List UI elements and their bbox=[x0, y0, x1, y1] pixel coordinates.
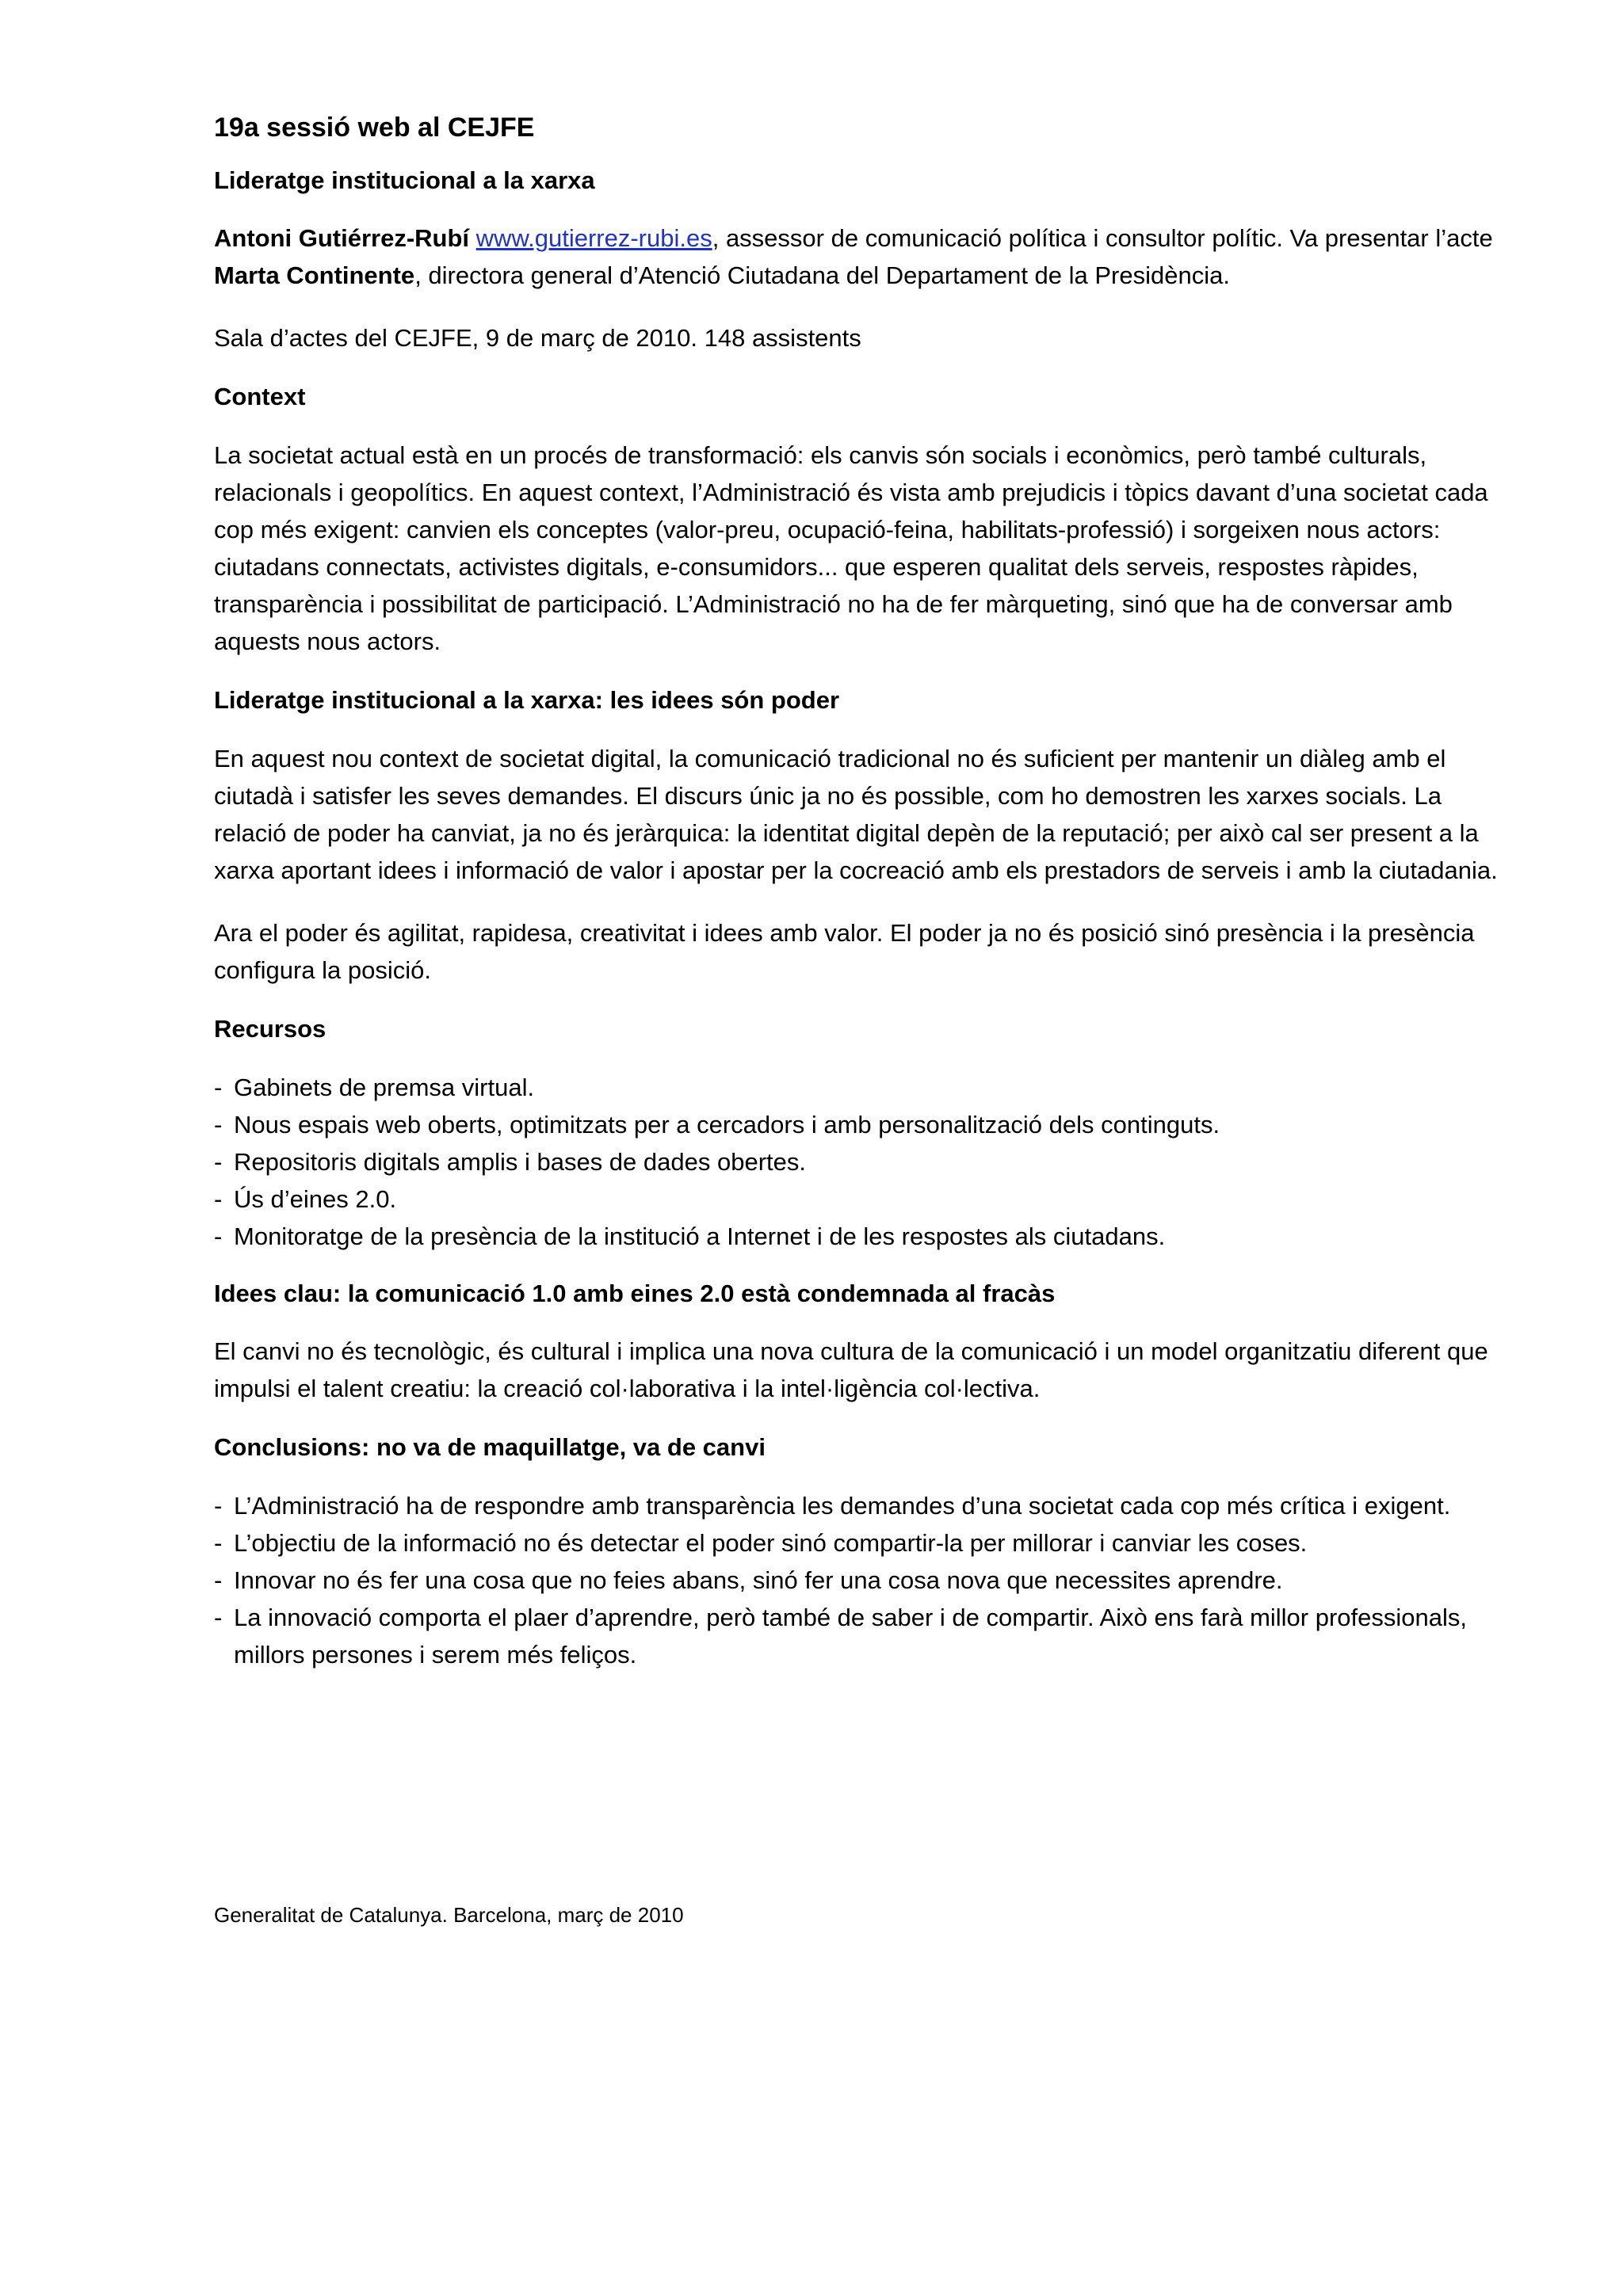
list-item-text: La innovació comporta el plaer d’aprendre, però també de saber i de compartir. Això ens farà millor professionals, millors persones i serem més feliços. bbox=[234, 1604, 1467, 1669]
dash-marker: - bbox=[214, 1147, 223, 1176]
dash-marker: - bbox=[214, 1492, 223, 1520]
document-title: 19a sessió web al CEJFE bbox=[214, 113, 535, 143]
list-item bbox=[214, 1106, 1506, 1143]
conclusions-heading: Conclusions: no va de maquillatge, va de canvi bbox=[214, 1433, 766, 1462]
list-item bbox=[214, 1562, 1506, 1599]
recursos-list bbox=[214, 1069, 1506, 1255]
dash-marker: - bbox=[214, 1073, 223, 1101]
intro-text-1: , assessor de comunicació política i consultor polític. Va presentar l’acte bbox=[712, 224, 1493, 253]
idees-paragraph: El canvi no és tecnològic, és cultural i implica una nova cultura de la comunicació i un model organitzatiu diferent que impulsi el talent creatiu: la creació col·laborativa i la intel·ligència col·lectiva. bbox=[214, 1337, 1488, 1403]
conclusions-list bbox=[214, 1487, 1506, 1673]
lideratge-paragraph-1: En aquest nou context de societat digital, la comunicació tradicional no és suficient per mantenir un diàleg amb el ciutadà i satisfer les seves demandes. El discurs únic ja no és possible, com ho demostren les xarxes socials. La relació de poder ha canviat, ja no és jeràrquica: la identitat digital depèn de la reputació; per això cal ser present a la xarxa aportant idees i informació de valor i apostar per la cocreació amb els prestadors de serveis i amb la ciutadania. bbox=[214, 744, 1498, 884]
lideratge-heading: Lideratge institucional a la xarxa: les idees són poder bbox=[214, 686, 840, 714]
dash-marker: - bbox=[214, 1529, 223, 1557]
list-item bbox=[214, 1599, 1506, 1673]
speaker-website-link[interactable]: www.gutierrez-rubi.es bbox=[475, 224, 712, 253]
document-body bbox=[214, 111, 1506, 1697]
list-item-text: L’objectiu de la informació no és detectar el poder sinó compartir-la per millorar i canviar les coses. bbox=[234, 1529, 1308, 1557]
list-item bbox=[214, 1487, 1506, 1524]
list-item-text: Repositoris digitals amplis i bases de dades obertes. bbox=[234, 1147, 806, 1176]
dash-marker: - bbox=[214, 1222, 223, 1250]
context-paragraph: La societat actual està en un procés de transformació: els canvis són socials i econòmics, però també culturals, relacionals i geopolítics. En aquest context, l’Administració és vista amb prejudicis i tòpics davant d’una societat cada cop més exigent: canvien els conceptes (valor-preu, ocupació-feina, habilitats-professió) i sorgeixen nous actors: ciutadans connectats, activistes digitals, e-consumidors... que esperen qualitat dels serveis, respostes ràpides, transparència i possibilitat de participació. L’Administració no ha de fer màrqueting, sinó que ha de conversar amb aquests nous actors. bbox=[214, 441, 1488, 655]
list-item bbox=[214, 1218, 1506, 1255]
presenter-name: Marta Continente bbox=[214, 261, 415, 290]
dash-marker: - bbox=[214, 1110, 223, 1138]
list-item-text: Innovar no és fer una cosa que no feies abans, sinó fer una cosa nova que necessites aprendre. bbox=[234, 1566, 1283, 1594]
intro-text-2: , directora general d’Atenció Ciutadana del Departament de la Presidència. bbox=[414, 261, 1230, 290]
list-item-text: Gabinets de premsa virtual. bbox=[234, 1073, 535, 1101]
dash-marker: - bbox=[214, 1604, 223, 1631]
context-heading: Context bbox=[214, 383, 306, 411]
dash-marker: - bbox=[214, 1184, 223, 1213]
document-footer: Generalitat de Catalunya. Barcelona, març de 2010 bbox=[214, 1903, 684, 1927]
list-item-text: Monitoratge de la presència de la institució a Internet i de les respostes als ciutadans. bbox=[234, 1222, 1166, 1250]
list-item bbox=[214, 1524, 1506, 1562]
speaker-name: Antoni Gutiérrez-Rubí bbox=[214, 224, 470, 253]
list-item-text: L’Administració ha de respondre amb transparència les demandes d’una societat cada cop més crítica i exigent. bbox=[234, 1492, 1451, 1520]
intro-paragraph bbox=[214, 219, 1506, 294]
lideratge-paragraph-2: Ara el poder és agilitat, rapidesa, creativitat i idees amb valor. El poder ja no és posició sinó presència i la presència configura la posició. bbox=[214, 918, 1475, 984]
document-subtitle: Lideratge institucional a la xarxa bbox=[214, 166, 595, 194]
venue-line: Sala d’actes del CEJFE, 9 de març de 2010. 148 assistents bbox=[214, 324, 861, 353]
list-item bbox=[214, 1069, 1506, 1106]
recursos-heading: Recursos bbox=[214, 1014, 327, 1043]
list-item bbox=[214, 1143, 1506, 1180]
list-item bbox=[214, 1180, 1506, 1218]
list-item-text: Nous espais web oberts, optimitzats per a cercadors i amb personalització dels continguts. bbox=[234, 1110, 1220, 1138]
list-item-text: Ús d’eines 2.0. bbox=[234, 1184, 397, 1213]
dash-marker: - bbox=[214, 1566, 223, 1594]
idees-heading: Idees clau: la comunicació 1.0 amb eines 2.0 està condemnada al fracàs bbox=[214, 1279, 1056, 1307]
